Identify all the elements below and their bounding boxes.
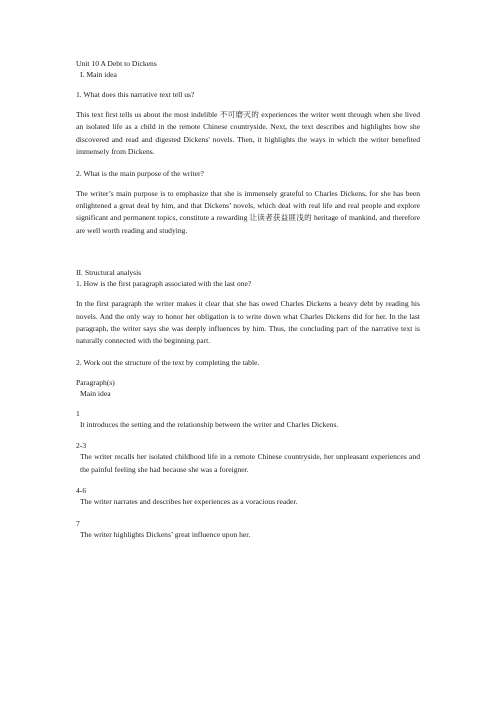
table-row-main-idea: It introduces the setting and the relationship between the writer and Charles Dickens. <box>80 419 339 429</box>
table-row-paragraph: 4-6 <box>76 486 87 496</box>
table-row-paragraph: 2-3 <box>76 441 87 451</box>
section-heading-main-idea: I. Main idea <box>80 70 117 79</box>
structural-question-2: 2. Work out the structure of the text by completing the table. <box>76 357 260 367</box>
answer-2: The writer’s main purpose is to emphasize that she is immensely grateful to Charles Dickens, for she has been enlightened a great deal by him, and that Dickens’ novels, which deal with real life and real people and explore significant and permanent topics, constitute a rewarding 让读者获益匪浅的 heritage of mankind, and therefore are well worth reading and studying. <box>76 188 420 235</box>
structural-question-1: 1. How is the first paragraph associated with the last one? <box>76 279 252 289</box>
unit-title: Unit 10 A Debt to Dickens <box>76 59 157 68</box>
answer-1: This text first tells us about the most indelible 不可磨灭的 experiences the writer went through when she lived an isolated life as a child in the remote Chinese countryside. Next, the text describes and highlights how she discovered and read and digested Dickens' novels. Then, it highlights the ways in which the writer benefited immensely from Dickens. <box>76 110 420 157</box>
question-1: 1. What does this narrative text tell us? <box>76 90 195 99</box>
question-2: 2. What is the main purpose of the writer? <box>76 168 204 178</box>
section-heading-structural-analysis: II. Structural analysis <box>76 268 142 278</box>
table-row-paragraph: 7 <box>76 518 80 528</box>
structural-answer-1: In the first paragraph the writer makes it clear that she has owed Charles Dickens a heavy debt by reading his novels. And the only way to honor her obligation is to write down what Charles Dickens did for her. In the last paragraph, the writer says she was deeply influences by him. Thus, the concluding part of the narrative text is naturally connected with the beginning part. <box>76 299 420 346</box>
table-header-main-idea: Main idea <box>80 388 111 398</box>
table-row-paragraph: 1 <box>76 408 80 418</box>
table-row-main-idea: The writer highlights Dickens’ great influence upon her. <box>80 529 251 539</box>
document-page <box>76 58 420 541</box>
table-header-paragraphs: Paragraph(s) <box>76 377 115 387</box>
table-row-main-idea: The writer narrates and describes her experiences as a voracious reader. <box>80 497 298 507</box>
table-row-main-idea: The writer recalls her isolated childhood life in a remote Chinese countryside, her unpleasant experiences and the painful feeling she had because she was a foreigner. <box>80 452 420 474</box>
